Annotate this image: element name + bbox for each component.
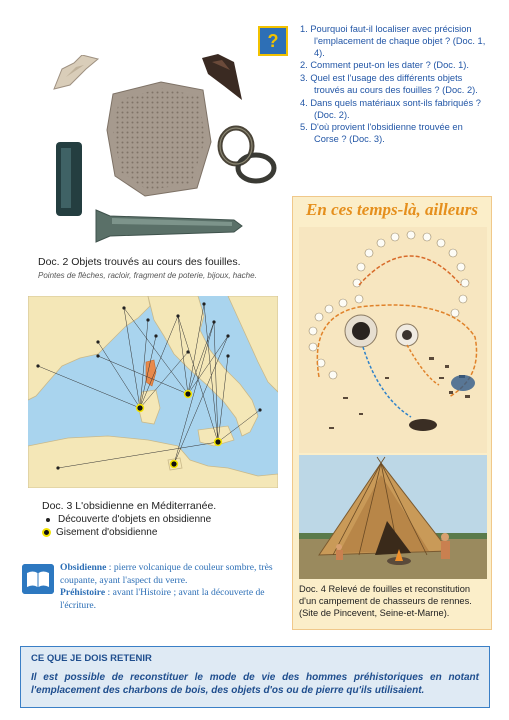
glossary-term-obsidienne: Obsidienne — [60, 562, 107, 573]
glossary-def-prehistoire: : avant l'Histoire ; avant la découverte de l'écriture. — [60, 587, 265, 611]
legend-gisement — [42, 527, 282, 538]
question-item: 2. Comment peut-on les dater ? (Doc. 1). — [300, 60, 469, 71]
pottery-fragment — [105, 80, 215, 198]
question-item: 4. Dans quels matériaux sont-ils fabriqués ? (Doc. 2). — [300, 97, 481, 120]
elsewhere-panel — [292, 196, 492, 630]
bullet-dot-icon — [46, 518, 50, 522]
doc3-title: Doc. 3 L'obsidienne en Méditerranée. — [42, 500, 217, 512]
dark-pit-2 — [451, 375, 475, 391]
dark-pit — [409, 419, 437, 431]
doc3-caption — [42, 500, 282, 538]
legend-objects-label: Découverte d'objets en obsidienne — [58, 514, 212, 525]
glossary-def-obsidienne: : pierre volcanique de couleur sombre, très coupante, ayant l'aspect du verre. — [60, 562, 273, 586]
question-item: 5. D'où provient l'obsidienne trouvée en Corse ? (Doc. 3). — [300, 122, 463, 145]
mediterranean-map — [28, 296, 278, 488]
hut-reconstruction — [299, 455, 487, 579]
ring-jewels — [216, 124, 278, 190]
excavation-plan — [299, 227, 487, 453]
question-mark-icon: ? — [258, 26, 288, 56]
arrowhead-light — [52, 55, 100, 91]
doc2-title: Doc. 2 Objets trouvés au cours des fouilles. — [38, 256, 241, 268]
doc2-artifacts — [30, 40, 290, 255]
question-list — [300, 24, 490, 147]
takeaway-title: CE QUE JE DOIS RETENIR — [31, 653, 152, 664]
doc4-caption: Doc. 4 Relevé de fouilles et reconstitution d'un campement de chasseurs de rennes. (Site de Pincevent, Seine-et-Marne). — [299, 584, 472, 618]
panel-title: En ces temps-là, ailleurs — [306, 200, 478, 219]
glossary — [60, 562, 286, 612]
key-takeaway-box — [20, 646, 490, 708]
legend-objects — [42, 514, 282, 525]
bronze-axe — [94, 206, 244, 246]
scraper-racloir — [52, 140, 86, 218]
takeaway-text: Il est possible de reconstituer le mode de vie des hommes préhistoriques en notant l'emplacement des charbons de bois, des objets d'os ou de pierre qu'ils utilisaient. — [31, 672, 479, 696]
book-icon — [22, 564, 54, 594]
doc2-caption — [38, 256, 278, 280]
legend-gisement-label: Gisement d'obsidienne — [56, 527, 158, 538]
question-item: 1. Pourquoi faut-il localiser avec précision l'emplacement de chaque objet ? (Doc. 1, 4). — [300, 24, 486, 58]
glossary-term-prehistoire: Préhistoire — [60, 587, 106, 598]
question-item: 3. Quel est l'usage des différents objets trouvés au cours des fouilles ? (Doc. 2). — [300, 73, 478, 95]
gisement-icon — [42, 528, 51, 537]
doc2-subtitle: Pointes de flèches, racloir, fragment de poterie, bijoux, hache. — [38, 271, 257, 280]
